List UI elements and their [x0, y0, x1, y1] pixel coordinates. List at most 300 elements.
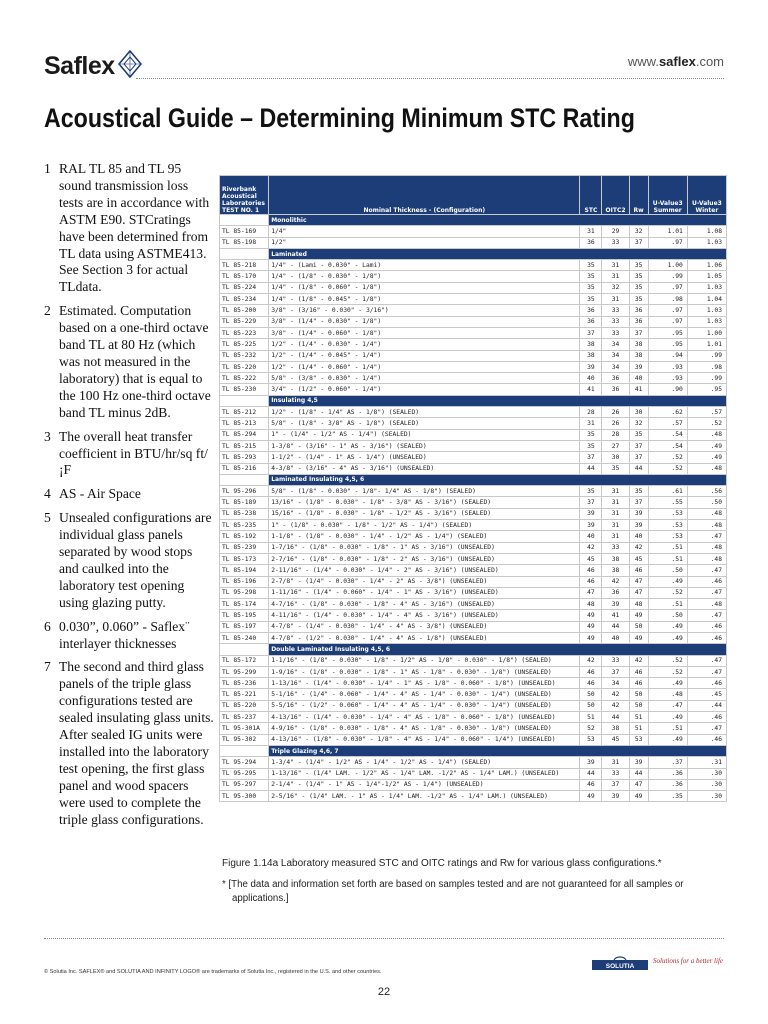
u-summer-cell: .57: [648, 418, 687, 429]
table-row: [220, 237, 727, 248]
oitc-cell: 33: [602, 237, 629, 248]
oitc-cell: 33: [602, 655, 629, 666]
configuration-cell: 1-13/16" - (1/4" LAM. - 1/2" AS - 1/4" LAM. -1/2" AS - 1/4" LAM.) (UNSEALED): [269, 768, 580, 779]
solutia-tagline: Solutions for a better life: [653, 957, 723, 965]
table-body: [220, 215, 727, 802]
u-summer-cell: .49: [648, 576, 687, 587]
stc-cell: 49: [580, 791, 602, 802]
stc-cell: 39: [580, 757, 602, 768]
table-row: [220, 271, 727, 282]
u-winter-cell: 1.03: [687, 237, 726, 248]
table-row: [220, 723, 727, 734]
section-label: Monolithic: [269, 215, 727, 226]
rw-cell: 49: [629, 632, 648, 643]
u-winter-cell: 1.04: [687, 294, 726, 305]
u-winter-cell: .47: [687, 655, 726, 666]
oitc-cell: 29: [602, 226, 629, 237]
u-summer-cell: .50: [648, 565, 687, 576]
table-row: [220, 531, 727, 542]
stc-cell: 35: [580, 440, 602, 451]
table-row: [220, 700, 727, 711]
u-winter-cell: .47: [687, 587, 726, 598]
test-no-cell: TL 85-170: [220, 271, 269, 282]
u-summer-cell: .53: [648, 520, 687, 531]
oitc-cell: 31: [602, 294, 629, 305]
stc-cell: 50: [580, 689, 602, 700]
u-summer-cell: .52: [648, 452, 687, 463]
test-no-cell: TL 85-236: [220, 678, 269, 689]
u-winter-cell: .47: [687, 666, 726, 677]
u-summer-cell: .61: [648, 486, 687, 497]
oitc-cell: 42: [602, 576, 629, 587]
configuration-cell: 2-1/4" - (1/4" - 1" AS - 1/4"-1/2" AS - 1/4") (UNSEALED): [269, 779, 580, 790]
table-row: [220, 542, 727, 553]
rw-cell: 47: [629, 587, 648, 598]
test-no-cell: TL 95-297: [220, 779, 269, 790]
u-winter-cell: .47: [687, 565, 726, 576]
table-row: [220, 520, 727, 531]
configuration-cell: 4-7/8" - (1/2" - 0.030" - 1/4" - 4" AS - 1/8") (UNSEALED): [269, 632, 580, 643]
rw-cell: 38: [629, 339, 648, 350]
test-no-cell: TL 85-239: [220, 542, 269, 553]
u-summer-cell: .54: [648, 440, 687, 451]
configuration-cell: 15/16" - (1/8" - 0.030" - 1/8" - 1/2" AS - 3/16") (SEALED): [269, 508, 580, 519]
table-row: [220, 768, 727, 779]
table-row: [220, 689, 727, 700]
stc-cell: 39: [580, 508, 602, 519]
u-summer-cell: .47: [648, 700, 687, 711]
oitc-cell: 26: [602, 418, 629, 429]
footnote-item: [44, 161, 214, 296]
table-row: [220, 260, 727, 271]
test-no-cell: TL 85-198: [220, 237, 269, 248]
oitc-cell: 36: [602, 384, 629, 395]
u-summer-cell: .54: [648, 429, 687, 440]
table-row: [220, 610, 727, 621]
table-row: [220, 339, 727, 350]
oitc-cell: 34: [602, 361, 629, 372]
u-summer-cell: .97: [648, 282, 687, 293]
table-row: [220, 282, 727, 293]
test-no-cell: TL 85-235: [220, 520, 269, 531]
stc-cell: 39: [580, 520, 602, 531]
stc-cell: 44: [580, 768, 602, 779]
oitc-cell: 33: [602, 768, 629, 779]
col-header-u-winter: U-Value3 Winter: [687, 176, 726, 215]
test-no-cell: TL 85-196: [220, 576, 269, 587]
u-summer-cell: .49: [648, 621, 687, 632]
rw-cell: 44: [629, 768, 648, 779]
footnote-item: [44, 429, 214, 480]
u-winter-cell: .99: [687, 350, 726, 361]
footnote-item: [44, 619, 214, 653]
configuration-cell: 3/8" - (3/16" - 0.030" - 3/16"): [269, 305, 580, 316]
stc-cell: 37: [580, 497, 602, 508]
rw-cell: 46: [629, 565, 648, 576]
configuration-cell: 1/2" - (1/4" - 0.030" - 1/4"): [269, 339, 580, 350]
table-row: [220, 418, 727, 429]
test-no-cell: TL 85-197: [220, 621, 269, 632]
rw-cell: 39: [629, 508, 648, 519]
configuration-cell: 4-3/8" - (3/16" - 4" AS - 3/16") (UNSEALED): [269, 463, 580, 474]
test-no-cell: TL 85-173: [220, 553, 269, 564]
rw-cell: 47: [629, 779, 648, 790]
test-no-cell: TL 85-215: [220, 440, 269, 451]
u-winter-cell: .30: [687, 791, 726, 802]
header-divider: [136, 78, 724, 79]
u-winter-cell: .30: [687, 768, 726, 779]
u-winter-cell: 1.08: [687, 226, 726, 237]
configuration-cell: 2-7/8" - (1/4" - 0.030" - 1/4" - 2" AS - 3/8") (UNSEALED): [269, 576, 580, 587]
u-summer-cell: .49: [648, 632, 687, 643]
u-summer-cell: .51: [648, 553, 687, 564]
configuration-cell: 4-7/8" - (1/4" - 0.030" - 1/4" - 4" AS - 3/8") (UNSEALED): [269, 621, 580, 632]
oitc-cell: 42: [602, 689, 629, 700]
configuration-cell: 1/4": [269, 226, 580, 237]
u-winter-cell: .46: [687, 632, 726, 643]
stc-cell: 45: [580, 553, 602, 564]
rw-cell: 46: [629, 678, 648, 689]
configuration-cell: 1/2" - (1/8" - 1/4" AS - 1/8") (SEALED): [269, 407, 580, 418]
test-no-cell: TL 95-301A: [220, 723, 269, 734]
rw-cell: 45: [629, 553, 648, 564]
footer-divider: [44, 938, 724, 939]
u-winter-cell: 1.06: [687, 260, 726, 271]
test-no-cell: TL 95-302: [220, 734, 269, 745]
test-no-cell: TL 85-192: [220, 531, 269, 542]
oitc-cell: 33: [602, 316, 629, 327]
configuration-cell: 1-3/8" - (3/16" - 1" AS - 3/16") (SEALED): [269, 440, 580, 451]
oitc-cell: 30: [602, 452, 629, 463]
u-summer-cell: .51: [648, 542, 687, 553]
saflex-wordmark: Saflex: [44, 52, 115, 80]
u-summer-cell: .98: [648, 294, 687, 305]
table-row: [220, 565, 727, 576]
rw-cell: 38: [629, 350, 648, 361]
test-no-cell: TL 85-218: [220, 260, 269, 271]
footnote-item: [44, 659, 214, 828]
u-summer-cell: .37: [648, 757, 687, 768]
oitc-cell: 45: [602, 734, 629, 745]
rw-cell: 50: [629, 700, 648, 711]
test-no-cell: TL 85-212: [220, 407, 269, 418]
section-blank-cell: [220, 474, 269, 485]
oitc-cell: 34: [602, 339, 629, 350]
u-summer-cell: .48: [648, 689, 687, 700]
oitc-cell: 33: [602, 305, 629, 316]
u-summer-cell: .55: [648, 497, 687, 508]
stc-cell: 37: [580, 452, 602, 463]
u-winter-cell: .57: [687, 407, 726, 418]
section-label: Laminated: [269, 248, 727, 259]
section-blank-cell: [220, 395, 269, 406]
u-winter-cell: 1.01: [687, 339, 726, 350]
u-winter-cell: .49: [687, 440, 726, 451]
section-header-row: [220, 644, 727, 655]
rw-cell: 50: [629, 621, 648, 632]
configuration-cell: 1-1/16" - (1/8" - 0.030" - 1/8" - 1/2" AS - 1/8" - 0.030" - 1/8") (SEALED): [269, 655, 580, 666]
oitc-cell: 44: [602, 712, 629, 723]
configuration-cell: 1-7/16" - (1/8" - 0.030" - 1/8" - 1" AS - 3/16") (UNSEALED): [269, 542, 580, 553]
test-no-cell: TL 85-174: [220, 599, 269, 610]
col-header-test-no: Riverbank Acoustical Laboratories TEST NO. 1: [220, 176, 269, 215]
u-summer-cell: .53: [648, 508, 687, 519]
oitc-cell: 41: [602, 610, 629, 621]
rw-cell: 41: [629, 384, 648, 395]
footnote-text: RAL TL 85 and TL 95 sound transmission loss tests are in accordance with ASTM E90. STCratings have been determined from TL data using ASTME413. See Section 3 for actual TLdata.: [59, 161, 210, 295]
rw-cell: 30: [629, 407, 648, 418]
stc-cell: 39: [580, 361, 602, 372]
test-no-cell: TL 85-224: [220, 282, 269, 293]
oitc-cell: 26: [602, 407, 629, 418]
table-row: [220, 429, 727, 440]
u-summer-cell: .97: [648, 237, 687, 248]
oitc-cell: 34: [602, 350, 629, 361]
rw-cell: 32: [629, 418, 648, 429]
section-blank-cell: [220, 745, 269, 756]
rw-cell: 42: [629, 542, 648, 553]
table-header-row: [220, 176, 727, 215]
u-winter-cell: .48: [687, 429, 726, 440]
test-no-cell: TL 85-223: [220, 327, 269, 338]
u-winter-cell: .56: [687, 486, 726, 497]
oitc-cell: 31: [602, 757, 629, 768]
test-no-cell: TL 85-216: [220, 463, 269, 474]
section-label: Double Laminated Insulating 4,5, 6: [269, 644, 727, 655]
u-summer-cell: .93: [648, 373, 687, 384]
test-no-cell: TL 85-221: [220, 689, 269, 700]
footnote-text: 0.030”, 0.060” - Saflex¨ interlayer thicknesses: [59, 618, 190, 651]
rw-cell: 37: [629, 497, 648, 508]
section-label: Laminated Insulating 4,5, 6: [269, 474, 727, 485]
footnotes-list: [44, 161, 214, 836]
table-row: [220, 757, 727, 768]
footnote-item: [44, 486, 214, 503]
u-summer-cell: .35: [648, 791, 687, 802]
u-summer-cell: .49: [648, 734, 687, 745]
table-row: [220, 486, 727, 497]
rw-cell: 51: [629, 712, 648, 723]
rw-cell: 35: [629, 429, 648, 440]
u-summer-cell: .97: [648, 305, 687, 316]
configuration-cell: 5-1/16" - (1/4" - 0.060" - 1/4" - 4" AS - 1/4" - 0.030" - 1/4") (UNSEALED): [269, 689, 580, 700]
rw-cell: 36: [629, 316, 648, 327]
u-summer-cell: .93: [648, 361, 687, 372]
oitc-cell: 39: [602, 791, 629, 802]
rw-cell: 35: [629, 282, 648, 293]
configuration-cell: 1" - (1/8" - 0.030" - 1/8" - 1/2" AS - 1/4") (SEALED): [269, 520, 580, 531]
section-blank-cell: [220, 215, 269, 226]
stc-cell: 47: [580, 587, 602, 598]
page-title: Acoustical Guide – Determining Minimum STC Rating: [44, 103, 635, 133]
u-summer-cell: .36: [648, 768, 687, 779]
u-winter-cell: .52: [687, 418, 726, 429]
section-header-row: [220, 248, 727, 259]
table-row: [220, 316, 727, 327]
test-no-cell: TL 85-222: [220, 373, 269, 384]
configuration-cell: 1/4" - (1/8" - 0.060" - 1/8"): [269, 282, 580, 293]
rw-cell: 50: [629, 689, 648, 700]
u-summer-cell: .51: [648, 599, 687, 610]
test-no-cell: TL 85-225: [220, 339, 269, 350]
stc-cell: 53: [580, 734, 602, 745]
stc-cell: 42: [580, 655, 602, 666]
stc-cell: 49: [580, 621, 602, 632]
table-row: [220, 384, 727, 395]
u-summer-cell: .52: [648, 463, 687, 474]
solutia-logo-text: SOLUTIA: [605, 963, 635, 970]
section-blank-cell: [220, 644, 269, 655]
test-no-cell: TL 85-200: [220, 305, 269, 316]
u-summer-cell: .95: [648, 327, 687, 338]
configuration-cell: 5/8" - (1/8" - 0.030" - 1/8"- 1/4" AS - 1/8") (SEALED): [269, 486, 580, 497]
table-row: [220, 327, 727, 338]
table-row: [220, 452, 727, 463]
footnote-number: 1: [44, 161, 51, 176]
table-row: [220, 350, 727, 361]
configuration-cell: 3/8" - (1/4" - 0.030" - 1/8"): [269, 316, 580, 327]
stc-cell: 50: [580, 700, 602, 711]
stc-cell: 46: [580, 779, 602, 790]
stc-cell: 46: [580, 576, 602, 587]
u-summer-cell: .97: [648, 316, 687, 327]
section-label: Insulating 4,5: [269, 395, 727, 406]
u-winter-cell: 1.05: [687, 271, 726, 282]
stc-cell: 46: [580, 666, 602, 677]
u-summer-cell: .50: [648, 610, 687, 621]
u-summer-cell: .95: [648, 339, 687, 350]
u-winter-cell: 1.03: [687, 305, 726, 316]
u-winter-cell: .48: [687, 520, 726, 531]
configuration-cell: 1-1/8" - (1/8" - 0.030" - 1/4" - 1/2" AS - 1/4") (SEALED): [269, 531, 580, 542]
rw-cell: 35: [629, 294, 648, 305]
configuration-cell: 3/4" - (1/2" - 0.060" - 1/4"): [269, 384, 580, 395]
oitc-cell: 42: [602, 700, 629, 711]
u-summer-cell: .36: [648, 779, 687, 790]
u-winter-cell: .45: [687, 689, 726, 700]
stc-cell: 49: [580, 610, 602, 621]
table-row: [220, 361, 727, 372]
test-no-cell: TL 85-229: [220, 316, 269, 327]
test-no-cell: TL 95-300: [220, 791, 269, 802]
stc-cell: 37: [580, 327, 602, 338]
oitc-cell: 34: [602, 678, 629, 689]
rw-cell: 46: [629, 666, 648, 677]
website-url[interactable]: www.saflex.com: [627, 54, 724, 69]
configuration-cell: 4-9/16" - (1/8" - 0.030" - 1/8" - 4" AS - 1/8" - 0.030" - 1/8") (UNSEALED): [269, 723, 580, 734]
u-winter-cell: .30: [687, 779, 726, 790]
footnote-text: The overall heat transfer coefficient in BTU/hr/sq ft/¡F: [59, 428, 208, 478]
u-winter-cell: .46: [687, 678, 726, 689]
u-winter-cell: .47: [687, 723, 726, 734]
u-summer-cell: .94: [648, 350, 687, 361]
test-no-cell: TL 85-230: [220, 384, 269, 395]
stc-cell: 49: [580, 632, 602, 643]
stc-cell: 36: [580, 237, 602, 248]
stc-cell: 46: [580, 678, 602, 689]
table-row: [220, 599, 727, 610]
oitc-cell: 39: [602, 599, 629, 610]
test-no-cell: TL 95-296: [220, 486, 269, 497]
test-no-cell: TL 85-195: [220, 610, 269, 621]
stc-cell: 38: [580, 339, 602, 350]
solutia-logo: [592, 956, 648, 972]
configuration-cell: 3/8" - (1/4" - 0.060" - 1/8"): [269, 327, 580, 338]
configuration-cell: 5/8" - (1/8" - 3/8" AS - 1/8") (SEALED): [269, 418, 580, 429]
table-row: [220, 734, 727, 745]
table-row: [220, 791, 727, 802]
u-summer-cell: .52: [648, 655, 687, 666]
table-row: [220, 407, 727, 418]
stc-cell: 38: [580, 350, 602, 361]
configuration-cell: 1/4" - (Lami - 0.030" - Lami): [269, 260, 580, 271]
stc-cell: 35: [580, 282, 602, 293]
rw-cell: 51: [629, 723, 648, 734]
rw-cell: 37: [629, 440, 648, 451]
table-row: [220, 678, 727, 689]
stc-cell: 46: [580, 565, 602, 576]
rw-cell: 42: [629, 655, 648, 666]
col-header-configuration: Nominal Thickness - (Configuration): [269, 176, 580, 215]
oitc-cell: 27: [602, 440, 629, 451]
table-row: [220, 508, 727, 519]
test-no-cell: TL 85-293: [220, 452, 269, 463]
footnote-number: 7: [44, 659, 51, 675]
oitc-cell: 31: [602, 260, 629, 271]
stc-cell: 40: [580, 531, 602, 542]
u-winter-cell: 1.03: [687, 282, 726, 293]
table-row: [220, 294, 727, 305]
stc-cell: 48: [580, 599, 602, 610]
oitc-cell: 31: [602, 520, 629, 531]
test-no-cell: TL 85-169: [220, 226, 269, 237]
rw-cell: 35: [629, 271, 648, 282]
stc-cell: 36: [580, 316, 602, 327]
table-footnote: * [The data and information set forth are based on samples tested and are not guaranteed for all samples or applications.]: [222, 879, 684, 904]
stc-cell: 35: [580, 486, 602, 497]
section-header-row: [220, 215, 727, 226]
table-row: [220, 440, 727, 451]
oitc-cell: 38: [602, 553, 629, 564]
test-no-cell: TL 85-213: [220, 418, 269, 429]
footnote-number: 3: [44, 428, 51, 444]
test-no-cell: TL 85-194: [220, 565, 269, 576]
u-winter-cell: 1.00: [687, 327, 726, 338]
table-row: [220, 497, 727, 508]
oitc-cell: 31: [602, 531, 629, 542]
col-header-u-summer: U-Value3 Summer: [648, 176, 687, 215]
configuration-cell: 4-11/16" - (1/4" - 0.030" - 1/4" - 4" AS - 3/16") (UNSEALED): [269, 610, 580, 621]
page-number: 22: [377, 986, 391, 998]
configuration-cell: 1-1/2" - (1/4" - 1" AS - 1/4") (UNSEALED): [269, 452, 580, 463]
rw-cell: 37: [629, 452, 648, 463]
table-row: [220, 621, 727, 632]
section-label: Triple Glazing 4,6, 7: [269, 745, 727, 756]
table-row: [220, 587, 727, 598]
table-row: [220, 373, 727, 384]
u-winter-cell: 1.03: [687, 316, 726, 327]
u-summer-cell: .49: [648, 712, 687, 723]
footnote-item: [44, 510, 214, 611]
copyright-notice: © Solutia Inc. SAFLEX® and SOLUTIA AND INFINITY LOGO® are trademarks of Solutia Inc., registered in the U.S. and other countries.: [44, 969, 382, 975]
u-winter-cell: .46: [687, 734, 726, 745]
section-header-row: [220, 395, 727, 406]
stc-cell: 51: [580, 712, 602, 723]
stc-cell: 42: [580, 542, 602, 553]
oitc-cell: 28: [602, 429, 629, 440]
u-winter-cell: .49: [687, 452, 726, 463]
table-row: [220, 553, 727, 564]
